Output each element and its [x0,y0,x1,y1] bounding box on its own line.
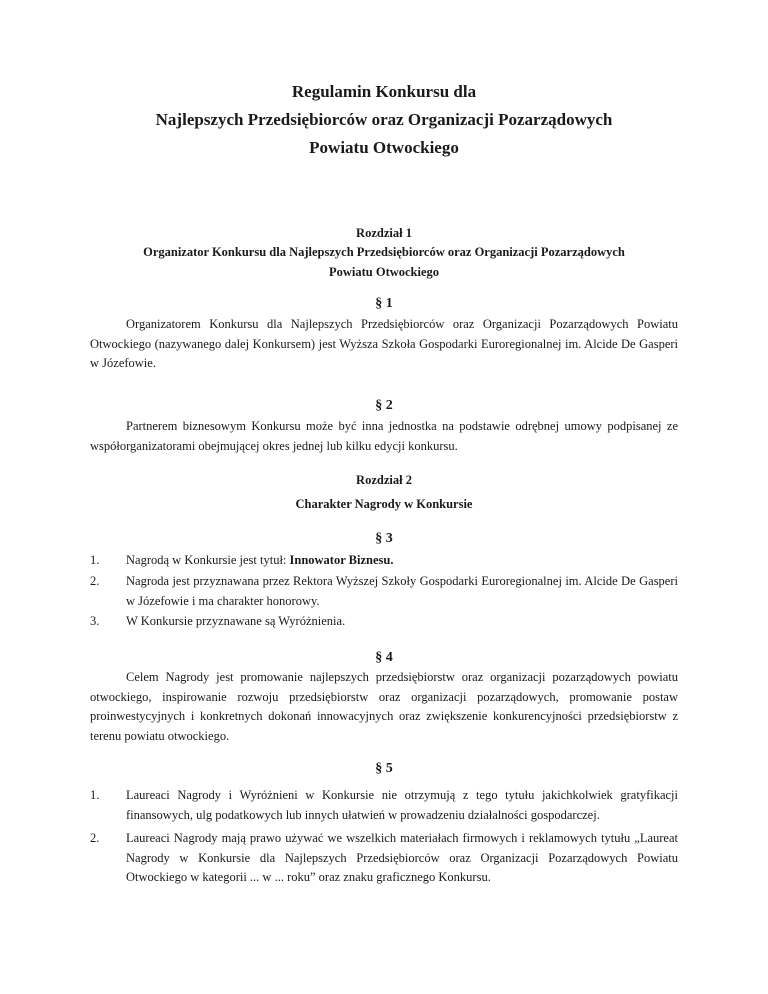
item-text: Nagroda jest przyznawana przez Rektora Wyższej Szkoły Gospodarki Euroregionalnej im. Alcide De Gasperi w Józefowie i ma charakter honorowy. [126,574,678,608]
item-number: 2. [90,574,100,588]
section-2-sign: § 2 [375,398,393,413]
section-4-body: Celem Nagrody jest promowanie najlepszych przedsiębiorstw oraz organizacji pozarządowych powiatu otwockiego, inspirowanie rozwoju przedsiębiorstw oraz organizacji pozarządowych, promowanie postaw proinwestycyjnych i konkretnych dokonań innowacyjnych oraz zwiększenie konkurencyjności przedsiębiorstw z terenu powiatu otwockiego. [90,670,678,743]
item-number: 1. [90,553,100,567]
section-5-sign: § 5 [375,761,393,776]
item-text: Laureaci Nagrody mają prawo używać we wszelkich materiałach firmowych i reklamowych tytułu „Laureat Nagrody w Konkursie dla Najlepszych Przedsiębiorców oraz Organizacji Pozarządowych Powiatu Otwockiego w kategorii ... w ... roku” oraz znaku graficznego Konkursu. [126,831,678,884]
chapter-2-heading: Rozdział 2 [356,473,412,487]
title-line-3: Powiatu Otwockiego [309,138,459,157]
section-1-body: Organizatorem Konkursu dla Najlepszych Przedsiębiorców oraz Organizacji Pozarządowych Powiatu Otwockiego (nazywanego dalej Konkursem) jest Wyższa Szkoła Gospodarki Euroregionalnej im. Alcide De Gasperi w Józefowie. [90,317,678,370]
section-2-body: Partnerem biznesowym Konkursu może być inna jednostka na podstawie odrębnej umowy podpisanej ze współorganizatorami obejmującej okres jednej lub kilku edycji konkursu. [90,419,678,453]
section-3-item-1 [90,551,678,571]
item-text: W Konkursie przyznawane są Wyróżnienia. [126,614,346,628]
item-text: Nagrodą w Konkursie jest tytuł: [126,553,290,567]
item-number: 3. [90,614,100,628]
section-1-sign: § 1 [375,296,393,311]
chapter-2-subtitle: Charakter Nagrody w Konkursie [295,497,473,511]
document-title [0,78,768,162]
section-2-text [90,417,678,456]
section-4-text [90,668,678,746]
chapter-1-heading: Rozdział 1 [356,226,412,240]
chapter-1-subtitle [90,242,678,282]
section-5-item-1 [90,786,678,825]
award-title: Innowator Biznesu. [289,553,394,567]
title-line-1: Regulamin Konkursu dla [291,82,477,101]
section-1-text [90,315,678,374]
item-number: 2. [90,831,100,845]
section-5-item-2 [90,829,678,888]
chapter-1-subtitle-line-1: Organizator Konkursu dla Najlepszych Przedsiębiorców oraz Organizacji Pozarządowych [143,245,625,259]
item-number: 1. [90,788,100,802]
section-3-item-3 [90,612,678,632]
section-3-sign: § 3 [375,531,393,546]
section-3-item-2 [90,572,678,611]
item-text: Laureaci Nagrody i Wyróżnieni w Konkursie nie otrzymują z tego tytułu jakichkolwiek gratyfikacji finansowych, ulg podatkowych lub innych ułatwień w prowadzeniu działalności gospodarczej. [126,788,678,822]
title-line-2: Najlepszych Przedsiębiorców oraz Organizacji Pozarządowych [155,110,613,129]
chapter-1-subtitle-line-2: Powiatu Otwockiego [328,265,440,279]
section-4-sign: § 4 [375,650,393,665]
